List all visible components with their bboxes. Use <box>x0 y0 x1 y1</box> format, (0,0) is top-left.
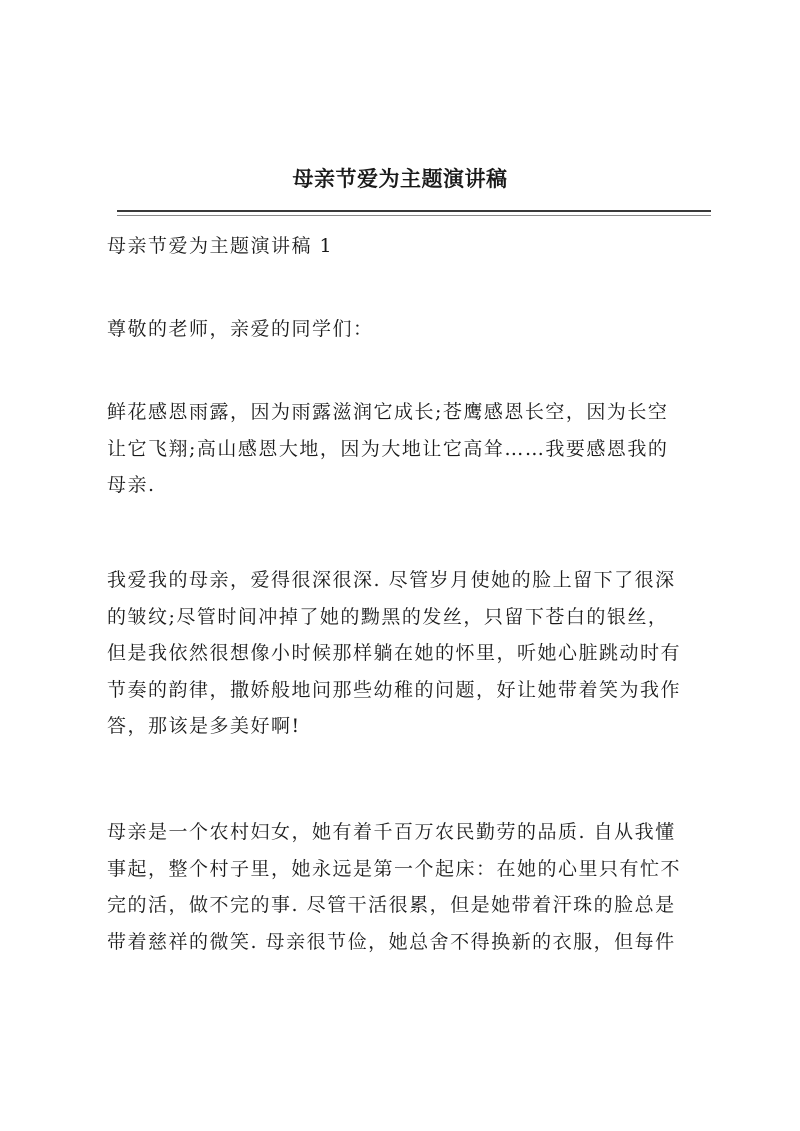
paragraph-line: 母亲是一个农村妇女，她有着千百万农民勤劳的品质. 自从我懂 <box>107 821 676 843</box>
paragraph-line: 但是我依然很想像小时候那样躺在她的怀里，听她心脏跳动时有 <box>107 642 682 664</box>
paragraph-line: 事起，整个村子里，她永远是第一个起床：在她的心里只有忙不 <box>107 857 682 880</box>
document-title: 母亲节爱为主题演讲稿 <box>292 166 508 191</box>
paragraph-2 <box>107 562 707 745</box>
paragraph-line: 答，那该是多美好啊! <box>107 715 301 737</box>
paragraph-line: 完的活，做不完的事. 尽管干活很累，但是她带着汗珠的脸总是 <box>107 894 676 916</box>
paragraph-line: 的皱纹;尽管时间冲掉了她的黝黑的发丝，只留下苍白的银丝， <box>107 605 669 628</box>
paragraph-line: 我爱我的母亲，爱得很深很深. 尽管岁月使她的脸上留下了很深 <box>107 569 676 591</box>
title-divider-thin <box>117 215 711 216</box>
paragraph-line: 母亲. <box>107 474 156 496</box>
paragraph-3 <box>107 814 707 960</box>
section-heading-text: 母亲节爱为主题演讲稿 1 <box>107 235 334 257</box>
paragraph-1 <box>107 394 707 504</box>
paragraph-line: 让它飞翔;高山感恩大地，因为大地让它高耸……我要感恩我的 <box>107 437 669 460</box>
paragraph-line: 鲜花感恩雨露，因为雨露滋润它成长;苍鹰感恩长空，因为长空 <box>107 401 669 423</box>
salutation-text: 尊敬的老师，亲爱的同学们： <box>107 318 374 340</box>
salutation <box>107 311 707 348</box>
paragraph-line: 节奏的韵律，撒娇般地问那些幼稚的问题，好让她带着笑为我作 <box>107 678 682 701</box>
section-heading <box>107 228 707 265</box>
paragraph-line: 带着慈祥的微笑. 母亲很节俭，她总舍不得换新的衣服，但每件 <box>107 930 676 953</box>
title-divider-thick <box>117 210 711 212</box>
